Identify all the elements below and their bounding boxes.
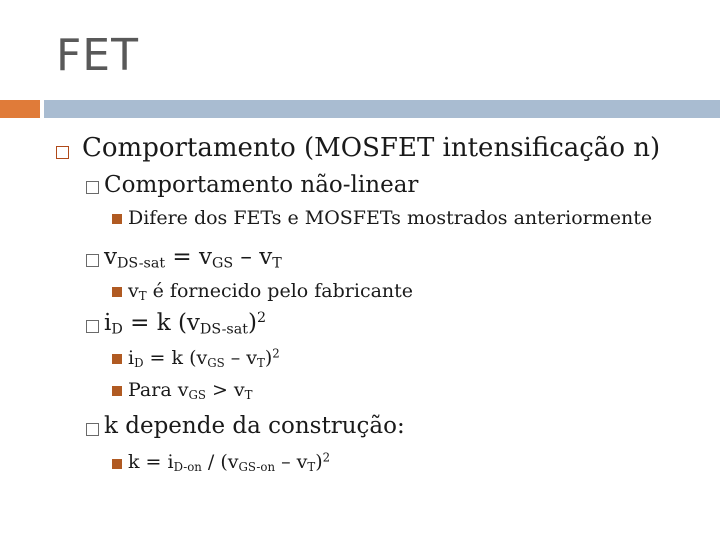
bullet-box-icon (86, 320, 99, 333)
bullet-level1-text: Comportamento (MOSFET intensificação n) (82, 133, 661, 163)
bullet-level3-text: Difere dos FETs e MOSFETs mostrados anteriormente (128, 207, 653, 229)
equation-vds-sat: $v_{DS-sat} = v_{GS} - v_T$ (104, 244, 282, 272)
bullet-square-icon (112, 354, 122, 364)
accent-bar-orange (0, 100, 40, 118)
bullet-box-icon (86, 423, 99, 436)
equation-id-full: $i_D = k$ $(v_{GS} - v_T)^2$ (128, 346, 280, 370)
bullet-level3-text: $v_T$ é fornecido pelo fabricante (128, 280, 414, 303)
bullet-square-icon (112, 214, 122, 224)
bullet-square-icon (112, 386, 122, 396)
slide-title: FET (56, 30, 139, 81)
bullet-square-icon (112, 287, 122, 297)
bullet-square-icon (112, 459, 122, 469)
equation-k: $k = i_{D-on} / (v_{GS-on} - v_T)^2$ (128, 450, 331, 474)
condition-vgs-gt-vt: Para $v_{GS} > v_T$ (128, 379, 253, 402)
bullet-box-icon (56, 146, 69, 159)
bullet-level2-text: k depende da construção: (104, 413, 405, 439)
bullet-level2-text: Comportamento não-linear (104, 172, 419, 198)
equation-id: $i_D = k$ $(v_{DS-sat})^2$ (104, 310, 267, 338)
bullet-box-icon (86, 254, 99, 267)
bullet-box-icon (86, 181, 99, 194)
accent-bar-blue (44, 100, 720, 118)
